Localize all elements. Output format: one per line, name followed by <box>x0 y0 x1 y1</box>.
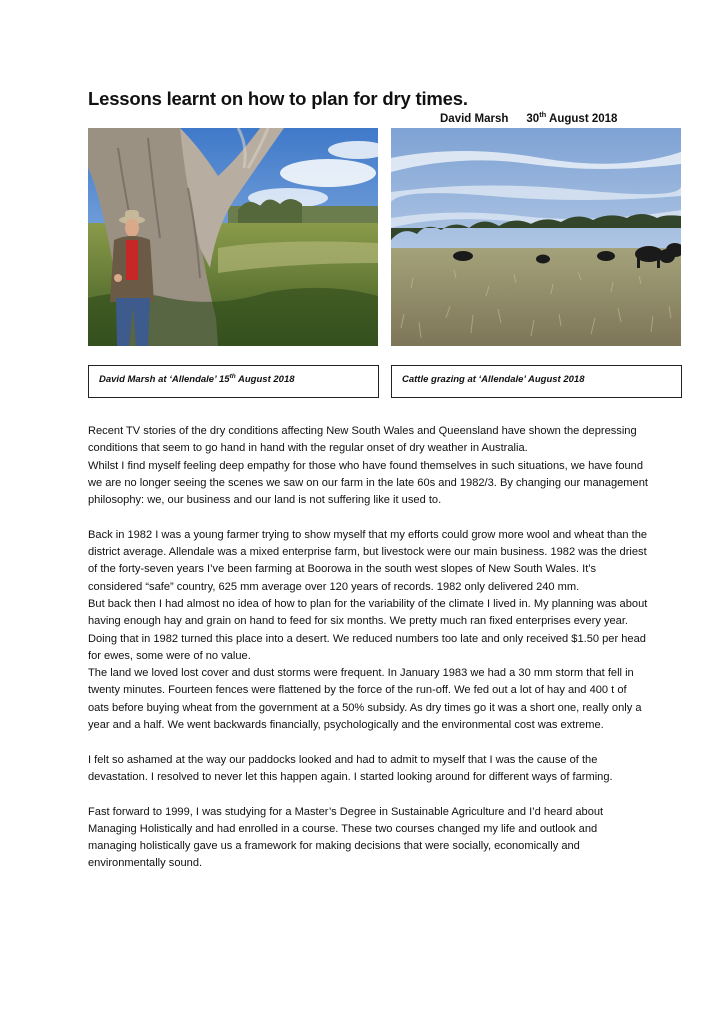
cattle-photo <box>391 128 681 346</box>
cattle-photo-caption: Cattle grazing at ‘Allendale’ August 2018 <box>391 365 682 398</box>
paragraph: The land we loved lost cover and dust storms were frequent. In January 1983 we had a 30 mm storm that fell in twenty minutes. Fourteen fences were flattened by the force of the run-off. We fed out a lot of hay and 400 t of oats before buying wheat from the government at a 50% subsidy. As dry times go it was a short one, really only a year and a half. We went backwards financially, psychologically and the environmental cost was extreme. <box>88 667 642 732</box>
author-name: David Marsh <box>440 113 509 125</box>
paragraph: But back then I had almost no idea of how to plan for the variability of the climate I lived in. My planning was about having enough hay and grain on hand to feed for six months. We pretty much ran fixed enterprises every year. Doing that in 1982 turned this place into a desert. We reduced numbers too late and only received $1.50 per head for ewes, some were of no value. <box>88 597 648 662</box>
article-body <box>88 423 648 873</box>
byline <box>440 110 618 125</box>
farmer-photo <box>88 128 378 346</box>
paragraph: Fast forward to 1999, I was studying for a Master’s Degree in Sustainable Agriculture and I’d heard about Managing Holistically and had enrolled in a course. These two courses changed my life and outlook and managing holistically gave us a framework for making decisions that were socially, economically and environmentally sound. <box>88 805 604 870</box>
paragraph: Whilst I find myself feeling deep empathy for those who have found themselves in such situations, we have found we are no longer seeing the scenes we saw on our farm in the late 60s and 1982/3. By changing our management philosophy: we, our business and our land is not suffering like it used to. <box>88 459 648 507</box>
farmer-photo-caption: David Marsh at ‘Allendale’ 15th August 2018 <box>88 365 379 398</box>
publication-date: 30th August 2018 <box>526 110 618 125</box>
paragraph: Recent TV stories of the dry conditions affecting New South Wales and Queensland have shown the depressing conditions that seem to go hand in hand with the regular onset of dry weather in Australia. <box>88 425 637 455</box>
paragraph: I felt so ashamed at the way our paddocks looked and had to admit to myself that I was the cause of the devastation. I resolved to never let this happen again. I started looking around for different ways of farming. <box>88 753 613 783</box>
document-title: Lessons learnt on how to plan for dry times. <box>88 88 468 109</box>
paragraph: Back in 1982 I was a young farmer trying to show myself that my efforts could grow more wool and wheat than the district average. Allendale was a mixed enterprise farm, but livestock were our main business. 1982 was the driest of the forty-seven years I’ve been farming at Boorowa in the south west slopes of New South Wales. It’s considered “safe” country, 625 mm average over 120 years of records. 1982 only delivered 240 mm. <box>88 528 648 593</box>
